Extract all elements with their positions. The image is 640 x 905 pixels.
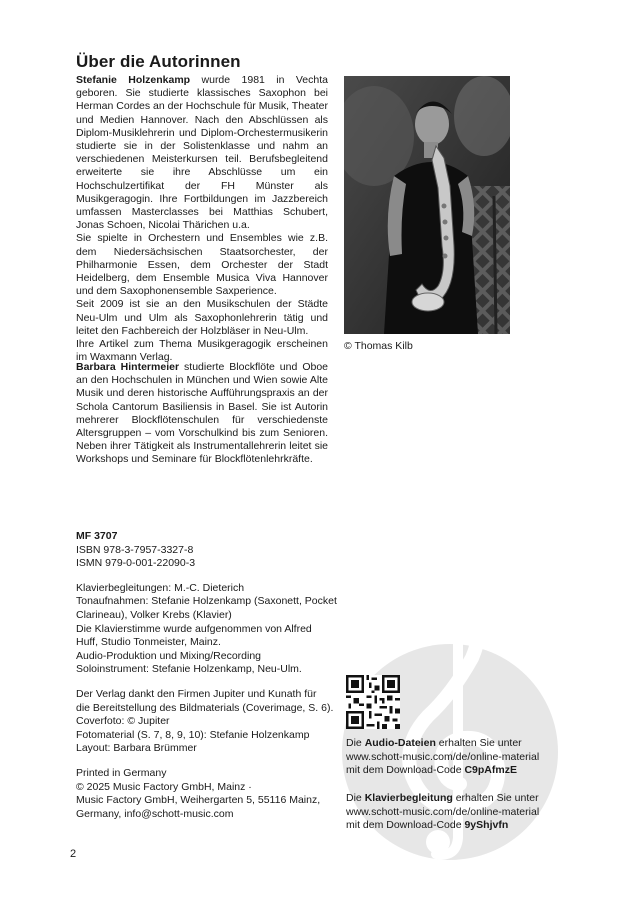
thanks-line: Fotomaterial (S. 7, 8, 9, 10): Stefanie Holzenkamp [76,728,310,741]
bio-holzenkamp-para1 [76,74,328,232]
saxophonist-photo-graphic [344,76,510,334]
bio-holzenkamp [76,74,328,364]
credit-line: Huff, Studio Tonmeister, Mainz. [76,636,221,649]
legal-line: Printed in Germany [76,766,167,779]
author-name: Barbara Hintermeier [76,361,180,373]
audio-download-link[interactable]: www.schott-music.com/de/online-material [346,750,540,763]
audio-code-label: mit dem Download-Code [346,764,465,777]
audio-text-pre: Die [346,737,365,749]
piano-download-link[interactable]: www.schott-music.com/de/online-material [346,805,540,818]
piano-text-post: erhalten Sie unter [452,792,539,804]
credit-line: Soloinstrument: Stefanie Holzenkamp, Neu-Ulm. [76,663,302,676]
piano-text-pre: Die [346,792,365,804]
piano-download-info [346,792,539,833]
audio-download-info [346,737,539,778]
legal-line: © 2025 Music Factory GmbH, Mainz · [76,780,252,793]
ismn: ISMN 979-0-001-22090-3 [76,557,196,570]
piano-accompaniment-label: Klavierbegleitung [364,792,453,804]
page-number: 2 [70,848,77,860]
credit-line: Audio-Produktion und Mixing/Recording [76,649,262,662]
credit-line: Die Klavierstimme wurde aufgenommen von Alfred [76,622,312,635]
bio-holzenkamp-para2: Sie spielte in Orchestern und Ensembles wie z.B. dem Niedersächsischen Staatsorchester, der Philharmonie Essen, dem Orchester der Stadt Heidelberg, dem Ensemble Musica Viva Hannover und dem Saxophonensemble Saxperience. [76,232,328,298]
bio-text: studierte Blockflöte und Oboe an den Hochschulen in München und Wien sowie Alte Musik und deren historische Aufführungspraxis an der Schola Cantorum Basiliensis in Basel. Sie ist Autorin mehrerer Blockflötenschulen für verschiedenste Altersgruppen – vom Vorschulkind bis zum Senioren. Neben ihrer Tätigkeit als Instrumentallehrerin leitet sie Workshops und Seminare für Blockflötenlehrkräfte. [76,361,329,466]
piano-download-code: 9yShjvfn [464,819,509,832]
audio-files-label: Audio-Dateien [364,737,436,749]
isbn: ISBN 978-3-7957-3327-8 [76,543,194,556]
bio-holzenkamp-para4: Ihre Artikel zum Thema Musikgeragogik erscheinen im Waxmann Verlag. [76,338,328,364]
qr-code-icon[interactable] [346,675,400,729]
author-name: Stefanie Holzenkamp [76,74,191,86]
credit-line: Tonaufnahmen: Stefanie Holzenkamp (Saxonett, Pocket [76,595,337,608]
thanks-line: Coverfoto: © Jupiter [76,715,170,728]
credit-line: Clarineau), Volker Krebs (Klavier) [76,608,232,621]
bio-holzenkamp-para3: Seit 2009 ist sie an den Musikschulen der Städte Neu-Ulm und Ulm als Saxophonlehrerin tätig und leitet den Fachbereich der Holzbläser in Neu-Ulm. [76,298,328,337]
bio-hintermeier [76,361,328,467]
credit-line: Klavierbegleitungen: M.-C. Dieterich [76,581,245,594]
thanks-line: die Bereitstellung des Bildmaterials (Coverimage, S. 6). [76,701,334,714]
section-heading: Über die Autorinnen [76,52,241,71]
piano-code-label: mit dem Download-Code [346,819,465,832]
thanks-line: Der Verlag dankt den Firmen Jupiter und Kunath für [76,687,317,700]
imprint [76,530,336,821]
catalog-number: MF 3707 [76,530,118,542]
bio-hintermeier-para1 [76,361,328,467]
audio-text-post: erhalten Sie unter [435,737,522,749]
bio-text: wurde 1981 in Vechta geboren. Sie studierte klassisches Saxophon bei Herman Cordes an der Hochschule für Musik, Theater und Medien Hannover. Nach den Abschlüssen als Diplom-Musiklehrerin und Diplom-Orchestermusikerin studierte sie in der Solistenklasse und nahm an verschiedenen Meisterkursen teil. Berufsbegleitend erweiterte sie ihre Abschlüsse um ein Hochschulzertifikat der FH Münster als Musikgeragogin. Ihre Fortbildungen im Jazzbereich umfassen Masterclasses bei Matthias Schubert, Jonas Schoen, Nicolai Thärichen u.a. [76,74,328,232]
legal-line: Music Factory GmbH, Weihergarten 5, 55116 Mainz, [76,794,321,807]
photo-credit: © Thomas Kilb [344,340,413,352]
audio-download-code: C9pAfmzE [464,764,517,777]
thanks-line: Layout: Barbara Brümmer [76,742,197,755]
author-photo [344,76,510,334]
legal-line: Germany, info@schott-music.com [76,807,234,820]
